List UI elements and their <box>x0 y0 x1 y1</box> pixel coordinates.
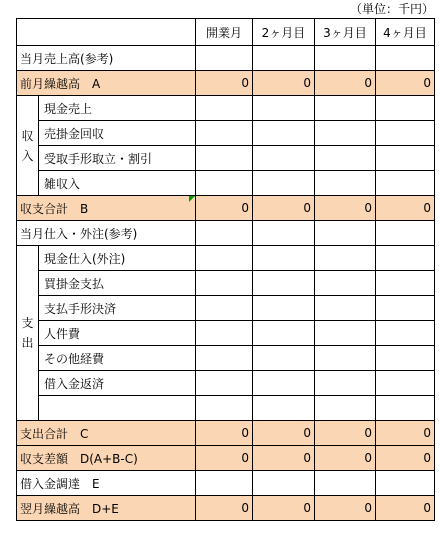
value-cell[interactable] <box>253 121 315 146</box>
value-cell[interactable] <box>196 471 253 496</box>
value-cell[interactable]: 0 <box>253 496 315 521</box>
value-cell[interactable]: 0 <box>315 446 376 471</box>
value-cell[interactable]: 0 <box>376 496 435 521</box>
row-label <box>39 396 196 421</box>
value-cell[interactable] <box>253 246 315 271</box>
value-cell[interactable] <box>315 96 376 121</box>
col-header: 開業月 <box>196 19 253 46</box>
value-cell[interactable] <box>376 371 435 396</box>
value-cell[interactable] <box>196 96 253 121</box>
row-label: 雑収入 <box>39 171 196 196</box>
header-corner <box>17 19 196 46</box>
row-label: 支払手形決済 <box>39 296 196 321</box>
income-category-label: 収 入 <box>21 128 34 163</box>
value-cell[interactable] <box>253 271 315 296</box>
value-cell[interactable] <box>376 246 435 271</box>
row-purchase-ref <box>17 221 435 246</box>
row-expense-item <box>17 271 435 296</box>
row-label: 収支差額 D(A+B-C) <box>17 446 196 471</box>
comment-marker-icon <box>189 196 195 202</box>
value-cell[interactable] <box>196 396 253 421</box>
value-cell[interactable]: 0 <box>196 496 253 521</box>
value-cell[interactable] <box>196 371 253 396</box>
value-cell[interactable]: 0 <box>315 421 376 446</box>
value-cell[interactable]: 0 <box>376 421 435 446</box>
row-expense-total <box>17 421 435 446</box>
row-label-text: 収支合計 B <box>20 201 89 216</box>
row-label: 現金仕入(外注) <box>39 246 196 271</box>
value-cell[interactable]: 0 <box>376 446 435 471</box>
header-row <box>17 19 435 46</box>
value-cell[interactable] <box>196 121 253 146</box>
expense-category-label: 支 出 <box>21 316 34 350</box>
row-expense-item <box>17 346 435 371</box>
row-next-carryover <box>17 496 435 521</box>
value-cell[interactable]: 0 <box>196 421 253 446</box>
value-cell[interactable] <box>376 46 435 71</box>
row-label: 現金売上 <box>39 96 196 121</box>
value-cell[interactable]: 0 <box>253 71 315 96</box>
row-income-item <box>17 121 435 146</box>
value-cell[interactable]: 0 <box>315 496 376 521</box>
row-balance <box>17 446 435 471</box>
value-cell[interactable]: 0 <box>253 196 315 221</box>
value-cell[interactable] <box>315 171 376 196</box>
value-cell[interactable] <box>315 246 376 271</box>
row-label: その他経費 <box>39 346 196 371</box>
value-cell[interactable] <box>253 471 315 496</box>
value-cell[interactable] <box>376 221 435 246</box>
row-label: 借入金返済 <box>39 371 196 396</box>
value-cell[interactable] <box>315 121 376 146</box>
row-expense-item <box>17 296 435 321</box>
row-label: 買掛金支払 <box>39 271 196 296</box>
value-cell[interactable]: 0 <box>376 196 435 221</box>
value-cell[interactable] <box>315 371 376 396</box>
value-cell[interactable] <box>315 271 376 296</box>
value-cell[interactable] <box>315 396 376 421</box>
cash-flow-table <box>16 18 435 521</box>
value-cell[interactable] <box>253 296 315 321</box>
income-category <box>17 96 39 196</box>
value-cell[interactable]: 0 <box>196 196 253 221</box>
value-cell[interactable] <box>196 271 253 296</box>
col-header: 2ヶ月目 <box>253 19 315 46</box>
value-cell[interactable] <box>253 396 315 421</box>
row-sales-ref <box>17 46 435 71</box>
value-cell[interactable] <box>253 371 315 396</box>
row-label: 支出合計 C <box>17 421 196 446</box>
row-expense-item <box>17 396 435 421</box>
row-label: 借入金調達 E <box>17 471 196 496</box>
value-cell[interactable] <box>376 271 435 296</box>
value-cell[interactable]: 0 <box>196 446 253 471</box>
value-cell[interactable] <box>253 346 315 371</box>
value-cell[interactable] <box>253 96 315 121</box>
unit-note: （単位：千円） <box>349 2 434 16</box>
value-cell[interactable]: 0 <box>253 446 315 471</box>
value-cell[interactable] <box>376 346 435 371</box>
expense-category <box>17 246 39 421</box>
value-cell[interactable] <box>196 146 253 171</box>
value-cell[interactable]: 0 <box>315 71 376 96</box>
value-cell[interactable] <box>376 321 435 346</box>
value-cell[interactable] <box>196 171 253 196</box>
value-cell[interactable]: 0 <box>196 71 253 96</box>
row-label: 前月繰越高 A <box>17 71 196 96</box>
row-carryover <box>17 71 435 96</box>
row-income-item <box>17 171 435 196</box>
row-expense-item <box>17 371 435 396</box>
value-cell[interactable] <box>253 171 315 196</box>
value-cell[interactable] <box>376 121 435 146</box>
row-label: 翌月繰越高 D+E <box>17 496 196 521</box>
value-cell[interactable] <box>196 296 253 321</box>
value-cell[interactable] <box>376 171 435 196</box>
value-cell[interactable] <box>196 246 253 271</box>
value-cell[interactable]: 0 <box>376 71 435 96</box>
value-cell[interactable]: 0 <box>315 196 376 221</box>
value-cell[interactable] <box>253 146 315 171</box>
value-cell[interactable] <box>376 146 435 171</box>
value-cell[interactable] <box>196 221 253 246</box>
value-cell[interactable] <box>376 471 435 496</box>
value-cell[interactable] <box>315 146 376 171</box>
value-cell[interactable] <box>376 96 435 121</box>
row-expense-item <box>17 246 435 271</box>
row-label: 当月売上高(参考) <box>17 46 196 71</box>
value-cell[interactable] <box>315 471 376 496</box>
row-income-item <box>17 96 435 121</box>
value-cell[interactable] <box>196 321 253 346</box>
row-label: 受取手形取立・割引 <box>39 146 196 171</box>
value-cell[interactable] <box>315 46 376 71</box>
row-label: 当月仕入・外注(参考) <box>17 221 196 246</box>
value-cell[interactable]: 0 <box>253 421 315 446</box>
value-cell[interactable] <box>315 321 376 346</box>
value-cell[interactable] <box>253 321 315 346</box>
value-cell[interactable] <box>196 46 253 71</box>
col-header: 3ヶ月目 <box>315 19 376 46</box>
value-cell[interactable] <box>196 346 253 371</box>
row-label: 人件費 <box>39 321 196 346</box>
value-cell[interactable] <box>376 396 435 421</box>
row-label: 売掛金回収 <box>39 121 196 146</box>
value-cell[interactable] <box>376 296 435 321</box>
col-header: 4ヶ月目 <box>376 19 435 46</box>
row-income-item <box>17 146 435 171</box>
row-label <box>17 196 196 221</box>
row-expense-item <box>17 321 435 346</box>
value-cell[interactable] <box>253 46 315 71</box>
row-borrowing <box>17 471 435 496</box>
row-income-total <box>17 196 435 221</box>
value-cell[interactable] <box>315 346 376 371</box>
value-cell[interactable] <box>253 221 315 246</box>
value-cell[interactable] <box>315 296 376 321</box>
value-cell[interactable] <box>315 221 376 246</box>
